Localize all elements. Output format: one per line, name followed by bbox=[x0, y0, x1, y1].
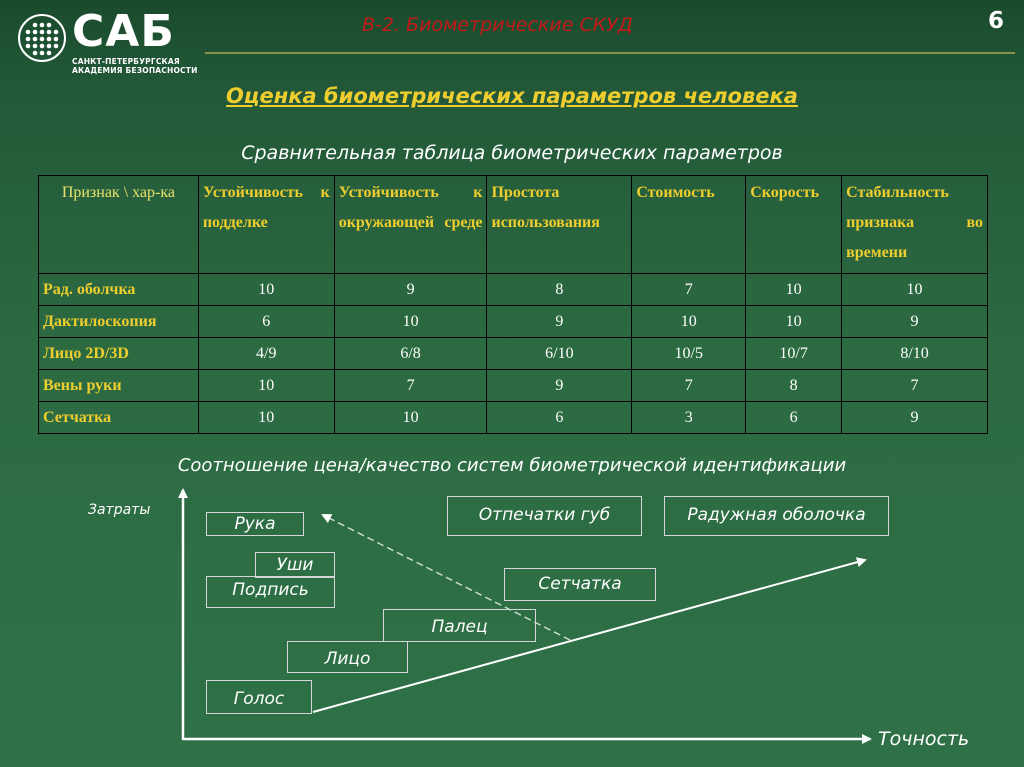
table-cell: 9 bbox=[842, 402, 988, 434]
table-cell: 8 bbox=[487, 274, 632, 306]
page-title: Оценка биометрических параметров человека bbox=[226, 84, 798, 108]
table-cell: 7 bbox=[842, 370, 988, 402]
box-hand: Рука bbox=[206, 512, 304, 536]
column-header: Стабильность признака во времени bbox=[842, 176, 988, 274]
box-ears: Уши bbox=[255, 552, 335, 578]
box-iris: Радужная оболочка bbox=[664, 496, 889, 536]
table-cell: 6/10 bbox=[487, 338, 632, 370]
box-finger: Палец bbox=[383, 609, 536, 642]
table-cell: 10 bbox=[842, 274, 988, 306]
table-cell: 6/8 bbox=[334, 338, 487, 370]
table-cell: 10/7 bbox=[746, 338, 842, 370]
row-label: Рад. оболчка bbox=[39, 274, 199, 306]
x-axis-label: Точность bbox=[878, 728, 970, 750]
box-signature: Подпись bbox=[206, 576, 335, 608]
table-cell: 10 bbox=[198, 402, 334, 434]
table-cell: 9 bbox=[487, 306, 632, 338]
logo-subtitle-line-1: САНКТ-ПЕТЕРБУРГСКАЯ bbox=[72, 57, 180, 66]
row-label: Сетчатка bbox=[39, 402, 199, 434]
table-cell: 8/10 bbox=[842, 338, 988, 370]
column-header: Устойчивость к подделке bbox=[198, 176, 334, 274]
table-cell: 6 bbox=[198, 306, 334, 338]
logo-subtitle-line-2: АКАДЕМИЯ БЕЗОПАСНОСТИ bbox=[72, 66, 198, 75]
box-face: Лицо bbox=[287, 641, 408, 673]
logo-name: САБ bbox=[72, 6, 175, 57]
table-cell: 6 bbox=[746, 402, 842, 434]
row-label: Лицо 2D/3D bbox=[39, 338, 199, 370]
table-cell: 7 bbox=[632, 370, 746, 402]
table-cell: 9 bbox=[334, 274, 487, 306]
table-cell: 10 bbox=[334, 402, 487, 434]
column-header: Стоимость bbox=[632, 176, 746, 274]
table-cell: 10 bbox=[746, 306, 842, 338]
section-code: В-2. Биометрические СКУД bbox=[362, 14, 633, 36]
row-label: Дактилоскопия bbox=[39, 306, 199, 338]
table-cell: 3 bbox=[632, 402, 746, 434]
table-cell: 10/5 bbox=[632, 338, 746, 370]
table-cell: 10 bbox=[632, 306, 746, 338]
column-header: Устойчивость к окружающей среде bbox=[334, 176, 487, 274]
column-header: Простота использования bbox=[487, 176, 632, 274]
column-header: Скорость bbox=[746, 176, 842, 274]
box-voice: Голос bbox=[206, 680, 312, 714]
table-cell: 10 bbox=[198, 370, 334, 402]
table-cell: 9 bbox=[487, 370, 632, 402]
diagram-title: Соотношение цена/качество систем биометрической идентификации bbox=[177, 455, 847, 476]
table-caption: Сравнительная таблица биометрических параметров bbox=[241, 142, 783, 164]
table-cell: 10 bbox=[334, 306, 487, 338]
table-cell: 7 bbox=[632, 274, 746, 306]
y-axis-label: Затраты bbox=[88, 502, 151, 518]
table-cell: 9 bbox=[842, 306, 988, 338]
table-cell: 10 bbox=[746, 274, 842, 306]
box-retina: Сетчатка bbox=[504, 568, 656, 601]
slide-number: 6 bbox=[987, 8, 1004, 34]
box-lips: Отпечатки губ bbox=[447, 496, 642, 536]
table-corner-label: Признак \ хар-ка bbox=[39, 176, 199, 274]
table-cell: 4/9 bbox=[198, 338, 334, 370]
table-cell: 10 bbox=[198, 274, 334, 306]
table-cell: 8 bbox=[746, 370, 842, 402]
table-cell: 7 bbox=[334, 370, 487, 402]
row-label: Вены руки bbox=[39, 370, 199, 402]
table-cell: 6 bbox=[487, 402, 632, 434]
